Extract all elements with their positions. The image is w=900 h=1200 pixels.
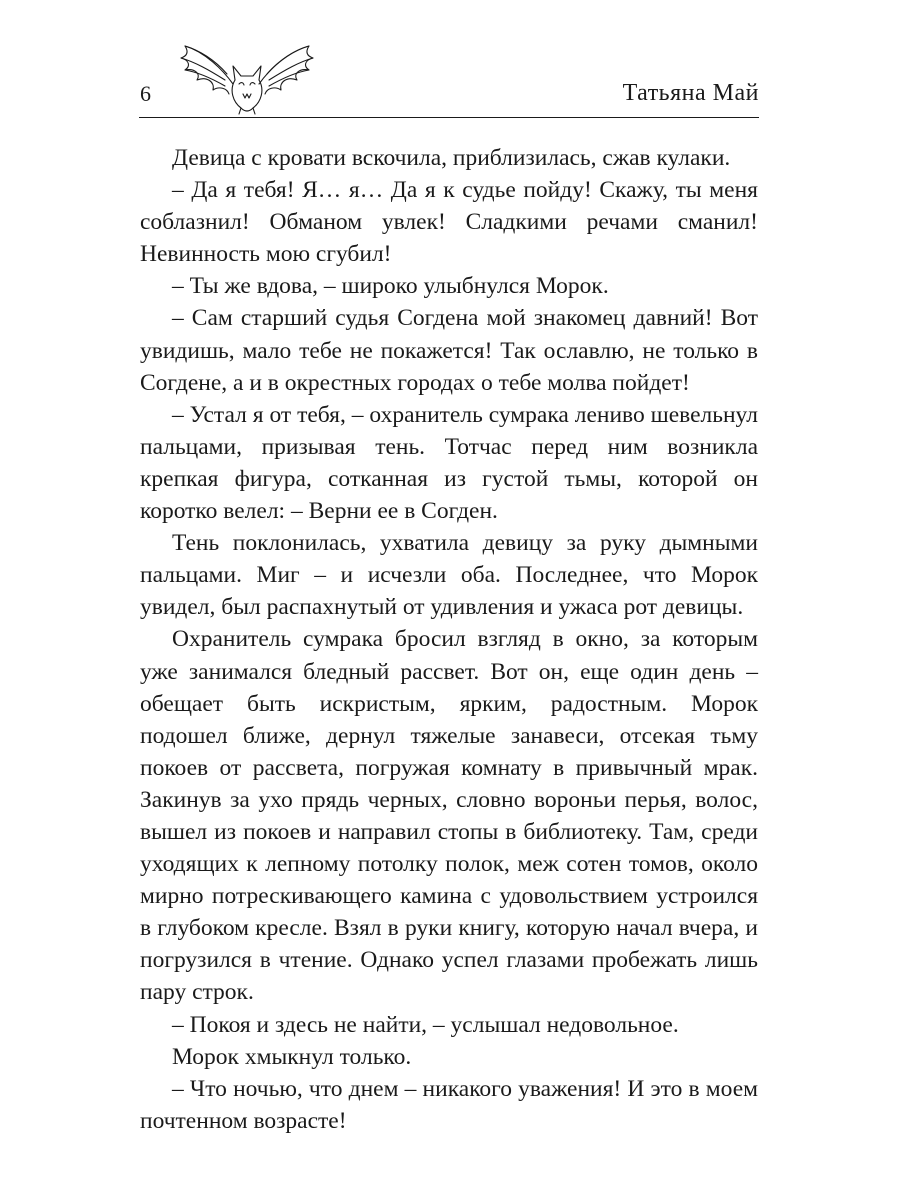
paragraph: Девица с кровати вскочила, приблизилась, сжав кулаки. — [172, 145, 731, 171]
paragraph: – Ты же вдова, – широко улыбнулся Морок. — [172, 273, 609, 300]
paragraph: – Что ночью, что днем – никакого уважения! И это в моем почтенном возрасте! — [140, 1075, 758, 1134]
body-text — [140, 142, 758, 1137]
page-number: 6 — [140, 81, 151, 106]
author-name: Татьяна Май — [622, 80, 759, 106]
paragraph: – Да я тебя! Я… я… Да я к судье пойду! Скажу, ты меня соблазнил! Обманом увлек! Сладкими речами сманил! Невинность мою сгубил! — [140, 177, 758, 268]
paragraph: – Устал я от тебя, – охранитель сумрака лениво шевельнул пальцами, призывая тень. Тотчас перед ним возникла крепкая фигура, сотканная из густой тьмы, которой он коротко велел: – Верни ее в Согден. — [140, 401, 758, 525]
paragraph: Тень поклонилась, ухватила девицу за руку дымными пальцами. Миг – и исчезли оба. Последнее, что Морок увидел, был распахнутый от удивления и ужаса рот девицы. — [140, 530, 758, 621]
header-rule — [139, 117, 759, 118]
bat-icon — [175, 40, 317, 116]
paragraph: – Сам старший судья Согдена мой знакомец давний! Вот увидишь, мало тебе не покажется! Так ославлю, не только в Согдене, а и в окрестных городах о тебе молва пойдет! — [140, 305, 758, 396]
paragraph: Морок хмыкнул только. — [172, 1043, 412, 1070]
paragraph: Охранитель сумрака бросил взгляд в окно, за которым уже занимался бледный рассвет. Вот он, еще один день – обещает быть искристым, ярким, радостным. Морок подошел ближе, дернул тяжелые занавеси, отсекая тьму покоев от рассвета, погружая комнату в привычный мрак. Закинув за ухо прядь черных, словно вороньи перья, волос, вышел из покоев и направил стопы в библиотеку. Там, среди уходящих к лепному потолку полок, меж сотен томов, около мирно потрескивающего камина с удовольствием устроился в глубоком кресле. Взял в руки книгу, которую начал вчера, и погрузился в чтение. Однако успел глазами пробежать лишь пару строк. — [140, 626, 758, 1006]
paragraph: – Покоя и здесь не найти, – услышал недовольное. — [172, 1011, 679, 1038]
